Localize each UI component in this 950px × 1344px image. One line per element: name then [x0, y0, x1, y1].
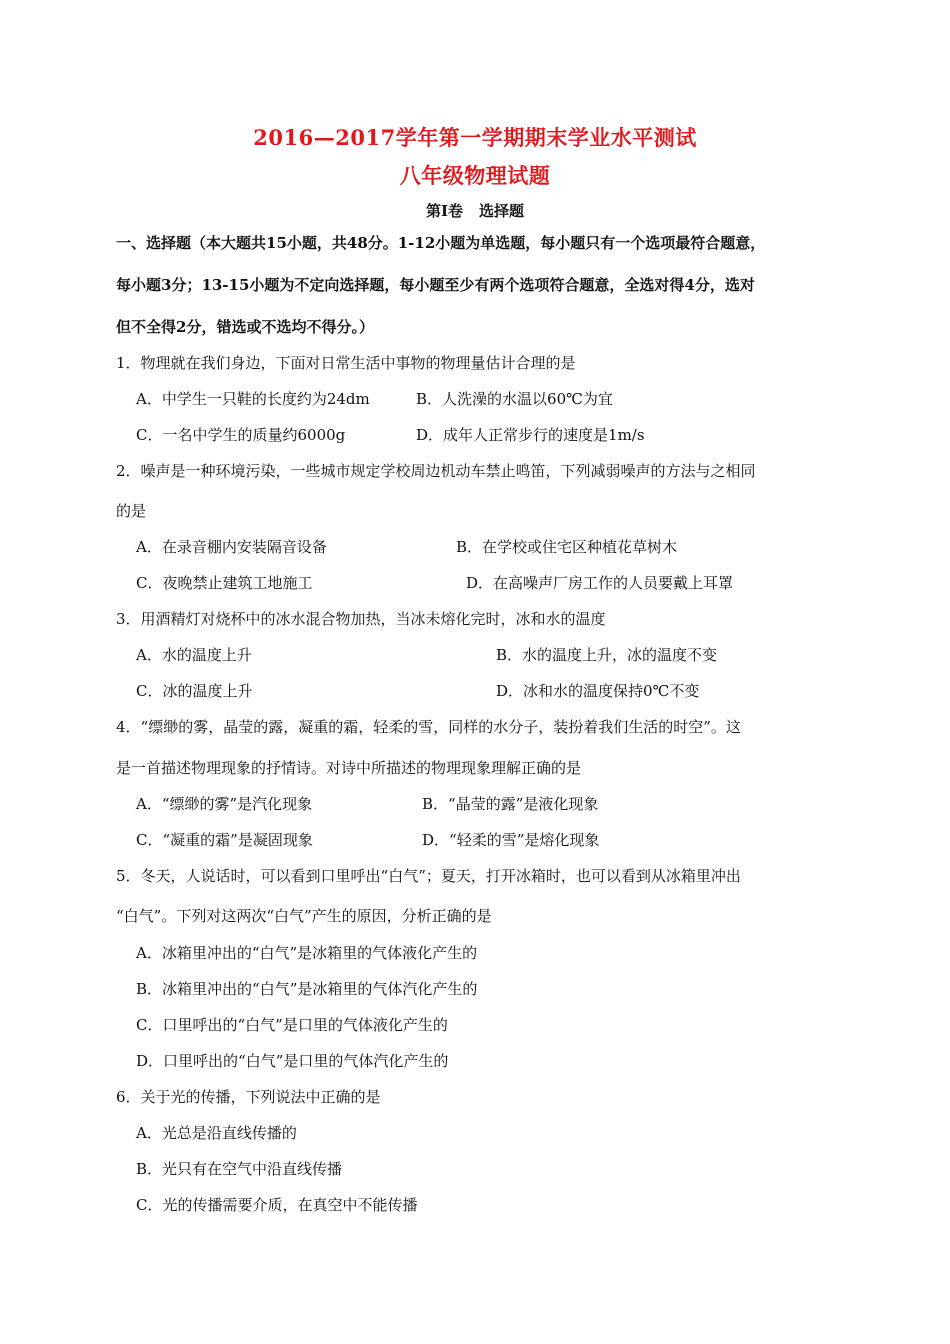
question-1-option-a: A．中学生一只鞋的长度约为24dm: [136, 390, 370, 408]
question-2-stem-line-2: 的是: [116, 502, 147, 520]
question-6-option-b: B．光只有在空气中沿直线传播: [136, 1160, 343, 1178]
section-heading: [0, 200, 950, 221]
question-4-option-d: D．“轻柔的雪”是熔化现象: [422, 831, 600, 849]
question-3-stem: 3．用酒精灯对烧杯中的冰水混合物加热，当冰未熔化完时，冰和水的温度: [116, 610, 606, 628]
question-5-stem-line-1: 5．冬天，人说话时，可以看到口里呼出“白气”；夏天，打开冰箱时，也可以看到从冰箱里冲出: [116, 867, 741, 885]
question-4-stem-line-1: 4．“缥缈的雾，晶莹的露，凝重的霜，轻柔的雪，同样的水分子，装扮着我们生活的时空”。这: [116, 718, 741, 736]
question-6-stem: 6．关于光的传播，下列说法中正确的是: [116, 1088, 381, 1106]
question-6-option-a: A．光总是沿直线传播的: [136, 1124, 297, 1142]
question-6-option-c: C．光的传播需要介质，在真空中不能传播: [136, 1196, 418, 1214]
question-3-option-a: A．水的温度上升: [136, 646, 252, 664]
question-5-option-d: D．口里呼出的“白气”是口里的气体汽化产生的: [136, 1052, 449, 1070]
question-1-option-d: D．成年人正常步行的速度是1m/s: [416, 426, 645, 444]
section-volume: 第Ⅰ卷: [425, 202, 463, 220]
question-5-option-b: B．冰箱里冲出的“白气”是冰箱里的气体汽化产生的: [136, 980, 478, 998]
question-5-stem-line-2: “白气”。下列对这两次“白气”产生的原因，分析正确的是: [116, 907, 492, 925]
exam-title: 2016—2017学年第一学期期末学业水平测试: [253, 125, 697, 150]
question-2-stem-line-1: 2．噪声是一种环境污染，一些城市规定学校周边机动车禁止鸣笛，下列减弱噪声的方法与之相同: [116, 462, 756, 480]
question-2-option-d: D．在高噪声厂房工作的人员要戴上耳罩: [466, 574, 734, 592]
question-1-option-c: C．一名中学生的质量约6000g: [136, 426, 346, 444]
question-4-stem-line-2: 是一首描述物理现象的抒情诗。对诗中所描述的物理现象理解正确的是: [116, 759, 582, 777]
question-3-option-b: B．水的温度上升，冰的温度不变: [496, 646, 718, 664]
instructions-line-1: 一、选择题（本大题共15小题，共48分。1-12小题为单选题，每小题只有一个选项最符合题意，: [116, 234, 766, 252]
instructions-line-3: 但不全得2分，错选或不选均不得分。）: [116, 318, 374, 336]
question-2-option-a: A．在录音棚内安装隔音设备: [136, 538, 327, 556]
question-4-option-c: C．“凝重的霜”是凝固现象: [136, 831, 313, 849]
question-5-option-c: C．口里呼出的“白气”是口里的气体液化产生的: [136, 1016, 448, 1034]
question-4-option-b: B．“晶莹的露”是液化现象: [422, 795, 599, 813]
question-4-option-a: A．“缥缈的雾”是汽化现象: [136, 795, 313, 813]
question-1-stem: 1．物理就在我们身边，下面对日常生活中事物的物理量估计合理的是: [116, 354, 576, 372]
question-5-option-a: A．冰箱里冲出的“白气”是冰箱里的气体液化产生的: [136, 944, 478, 962]
instructions-line-2: 每小题3分；13-15小题为不定向选择题，每小题至少有两个选项符合题意，全选对得4分，选对: [116, 276, 755, 294]
question-2-option-b: B．在学校或住宅区种植花草树木: [456, 538, 678, 556]
question-3-option-d: D．冰和水的温度保持0℃不变: [496, 682, 700, 700]
question-1-option-b: B．人洗澡的水温以60℃为宜: [416, 390, 613, 408]
question-2-option-c: C．夜晚禁止建筑工地施工: [136, 574, 313, 592]
section-name: 选择题: [479, 202, 525, 220]
question-3-option-c: C．冰的温度上升: [136, 682, 253, 700]
exam-subtitle: 八年级物理试题: [399, 163, 551, 188]
